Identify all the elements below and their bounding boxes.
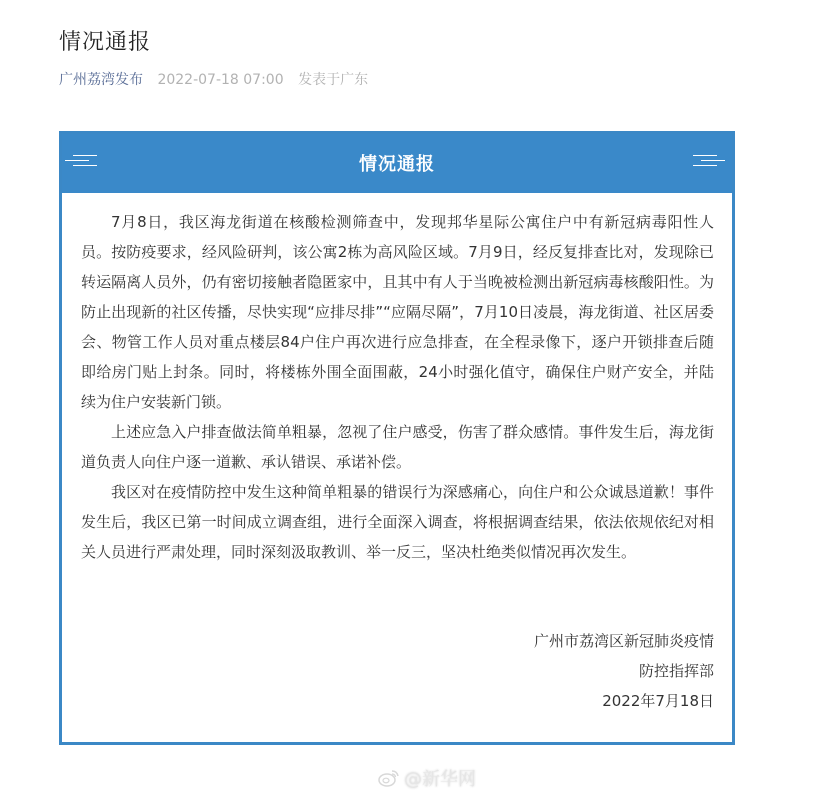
notice-paragraph: 7月8日，我区海龙街道在核酸检测筛查中，发现邦华星际公寓住户中有新冠病毒阳性人员。按防疫要求，经风险研判，该公寓2栋为高风险区域。7月9日，经反复排查比对，发现除已转运隔离人员外，仍有密切接触者隐匿家中，且其中有人于当晚被检测出新冠病毒核酸阳性。为防止出现新的社区传播，尽快实现“应排尽排”“应隔尽隔”，7月10日凌晨，海龙街道、社区居委会、物管工作人员对重点楼层84户住户再次进行应急排查，在全程录像下，逐户开锁排查后随即给房门贴上封条。同时，将楼栋外围全面围蔽，24小时强化值守，确保住户财产安全，并陆续为住户安装新门锁。 <box>81 213 714 411</box>
account-name-link[interactable]: 广州荔湾发布 <box>59 72 143 88</box>
notice-signature <box>534 626 714 716</box>
publish-time: 2022-07-18 07:00 <box>157 72 284 88</box>
notice-header-title: 情况通报 <box>359 154 435 175</box>
signature-date: 2022年7月18日 <box>602 692 714 710</box>
notice-header <box>62 134 732 193</box>
weibo-icon <box>378 768 400 788</box>
article-meta <box>59 69 368 89</box>
notice-box <box>59 131 735 745</box>
notice-paragraph: 上述应急入户排查做法简单粗暴，忽视了住户感受，伤害了群众感情。事件发生后，海龙街道负责人向住户逐一道歉、承认错误、承诺补偿。 <box>81 423 714 471</box>
decorative-lines-right-icon <box>693 153 729 169</box>
publish-location: 发表于广东 <box>298 72 369 88</box>
watermark-text: @新华网 <box>404 769 476 790</box>
watermark <box>378 765 476 791</box>
notice-body <box>62 193 732 567</box>
signature-org-line2: 防控指挥部 <box>638 662 714 680</box>
signature-org-line1: 广州市荔湾区新冠肺炎疫情 <box>533 632 714 650</box>
article-title: 情况通报 <box>59 30 152 55</box>
notice-paragraph: 我区对在疫情防控中发生这种简单粗暴的错误行为深感痛心，向住户和公众诚恳道歉！事件发生后，我区已第一时间成立调查组，进行全面深入调查，将根据调查结果，依法依规依纪对相关人员进行严肃处理，同时深刻汲取教训、举一反三，坚决杜绝类似情况再次发生。 <box>81 483 714 561</box>
